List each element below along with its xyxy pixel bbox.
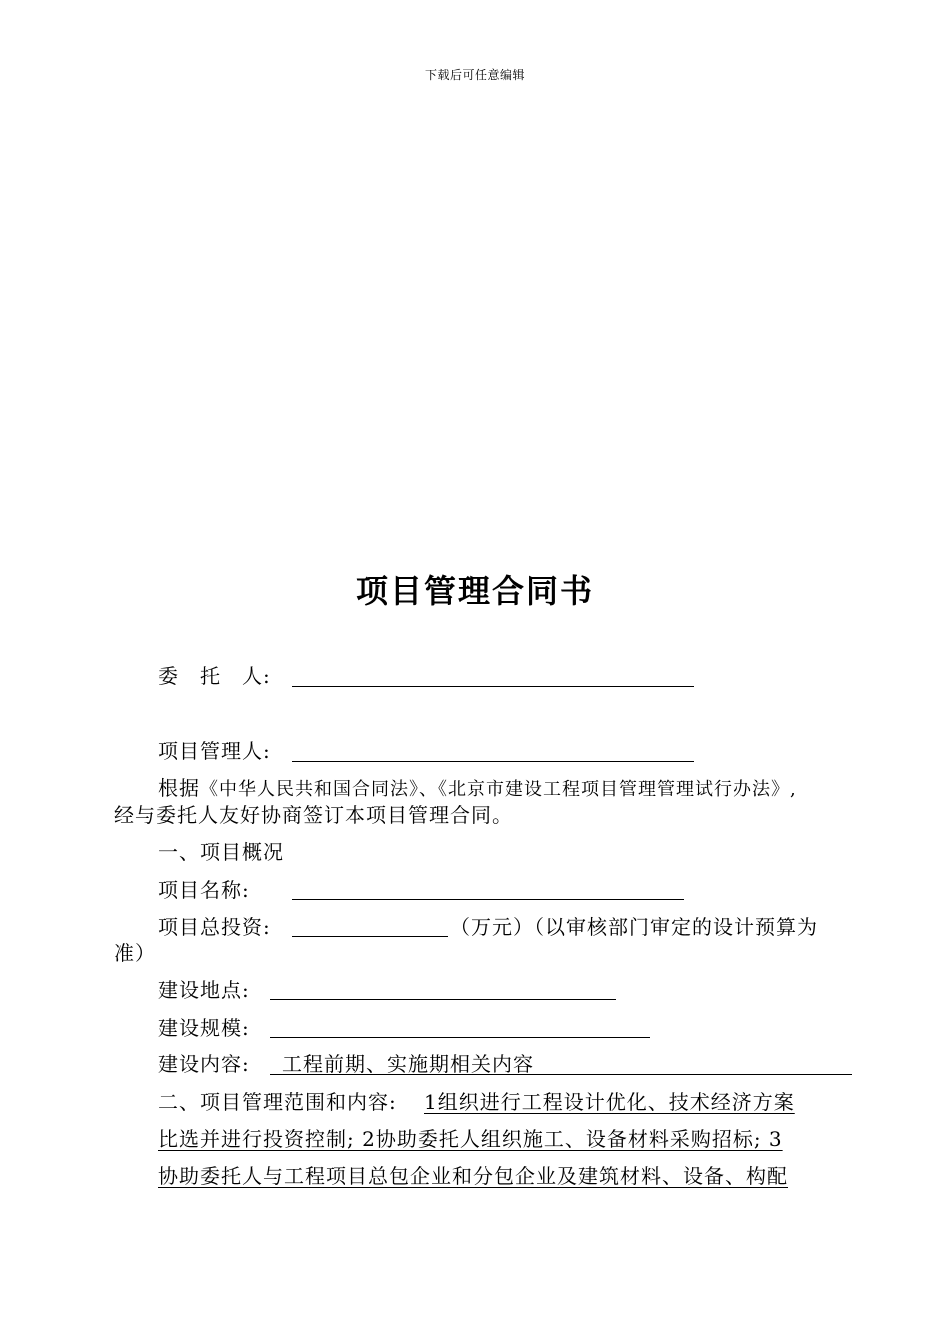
scale-label: 建设规模: [158,1016,250,1040]
preamble-line-2: 经与委托人友好协商签订本项目管理合同。 [114,803,513,827]
header-note: 下载后可任意编辑 [424,68,525,82]
scale-blank-line[interactable] [270,1037,650,1038]
project-name-blank-line[interactable] [292,899,684,900]
client-label: 委 托 人: [158,664,271,688]
section1-heading: 一、项目概况 [158,840,284,864]
client-blank-line[interactable] [292,686,694,687]
section2-line-3: 协助委托人与工程项目总包企业和分包企业及建筑材料、设备、构配 [158,1164,788,1188]
location-label: 建设地点: [158,978,250,1002]
manager-label: 项目管理人: [158,739,271,763]
preamble-line-1 [158,776,797,802]
content-underline [270,1074,852,1075]
investment-label: 项目总投资: [158,915,271,939]
investment-suffix-cont: 准） [114,941,156,965]
section2-heading: 二、项目管理范围和内容: [158,1090,397,1114]
investment-blank-line[interactable] [292,936,448,937]
location-blank-line[interactable] [270,999,616,1000]
section2-line-1: 1组织进行工程设计优化、技术经济方案 [424,1090,795,1114]
preamble-laws: 《中华人民共和国合同法》、《北京市建设工程项目管理管理试行办法》, [200,779,797,800]
content-value: 工程前期、实施期相关内容 [282,1052,534,1076]
investment-suffix: （万元）（以审核部门审定的设计预算为 [450,915,818,939]
manager-blank-line[interactable] [292,761,694,762]
content-label: 建设内容: [158,1052,250,1076]
project-name-label: 项目名称: [158,878,250,902]
preamble-prefix: 根据 [158,776,200,800]
document-title: 项目管理合同书 [355,572,594,610]
section2-line-2: 比选并进行投资控制; 2协助委托人组织施工、设备材料采购招标; 3 [158,1127,783,1151]
